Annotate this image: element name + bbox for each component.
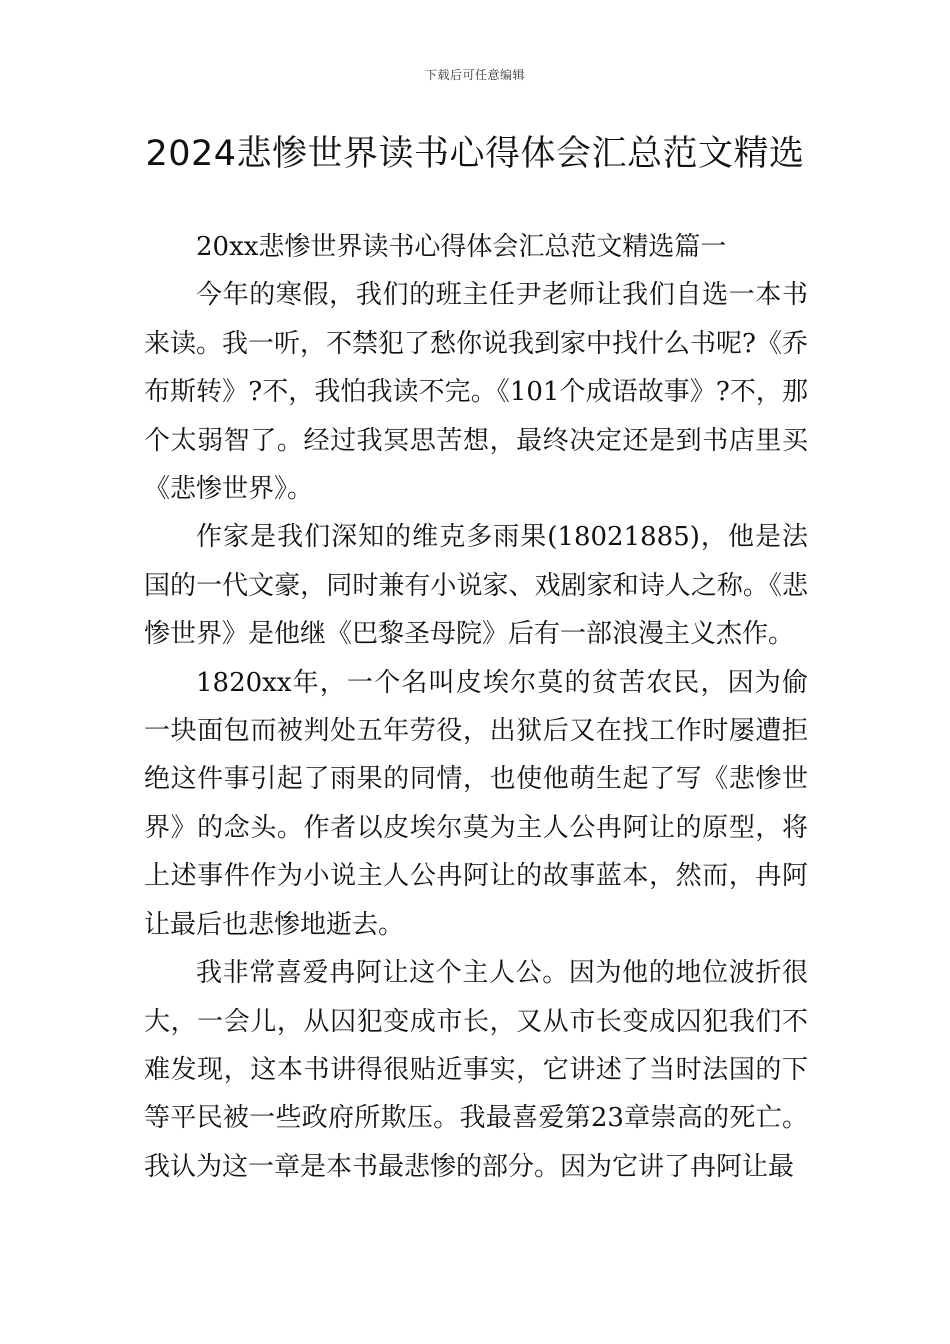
paragraph-3: 1820xx年，一个名叫皮埃尔莫的贫苦农民，因为偷一块面包而被判处五年劳役，出狱后又在找工作时屡遭拒绝这件事引起了雨果的同情，也使他萌生起了写《悲惨世界》的念头。作者以皮埃尔莫为主人公冉阿让的原型，将上述事件作为小说主人公冉阿让的故事蓝本，然而，冉阿让最后也悲惨地逝去。 xyxy=(144,667,808,940)
paragraph-4: 我非常喜爱冉阿让这个主人公。因为他的地位波折很大，一会儿，从囚犯变成市长，又从市长变成囚犯我们不难发现，这本书讲得很贴近事实，它讲述了当时法国的下等平民被一些政府所欺压。我最喜爱第23章崇高的死亡。我认为这一章是本书最悲惨的部分。因为它讲了冉阿让最 xyxy=(144,958,808,1182)
document-title: 2024悲惨世界读书心得体会汇总范文精选 xyxy=(145,134,805,174)
section-heading: 20xx悲惨世界读书心得体会汇总范文精选篇一 xyxy=(196,232,727,262)
header-note: 下载后可任意编辑 xyxy=(424,68,525,82)
document-body xyxy=(144,223,808,1191)
paragraph-2: 作家是我们深知的维克多雨果(18021885)，他是法国的一代文豪，同时兼有小说家、戏剧家和诗人之称。《悲惨世界》是他继《巴黎圣母院》后有一部浪漫主义杰作。 xyxy=(144,522,808,650)
paragraph-1: 今年的寒假，我们的班主任尹老师让我们自选一本书来读。我一听，不禁犯了愁你说我到家中找什么书呢?《乔布斯转》?不，我怕我读不完。《101个成语故事》?不，那个太弱智了。经过我冥思苦想，最终决定还是到书店里买《悲惨世界》。 xyxy=(144,280,808,505)
